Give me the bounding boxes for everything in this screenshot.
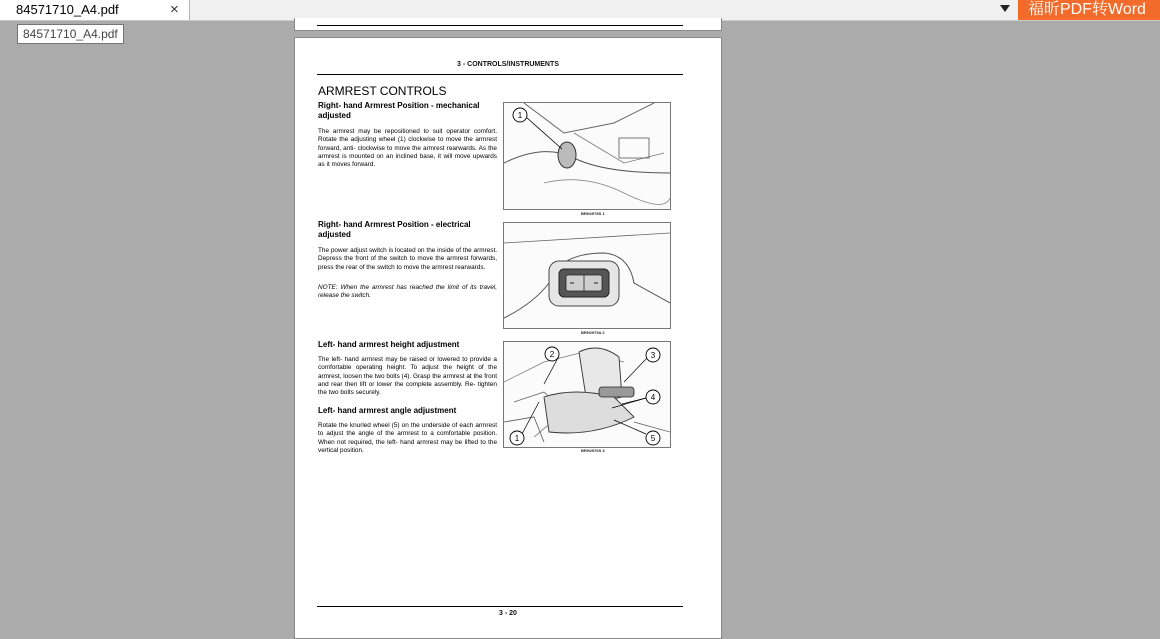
pdf-page xyxy=(294,37,722,639)
section-note: NOTE: When the armrest has reached the limit of its travel, release the switch. xyxy=(318,284,497,300)
dropdown-arrow-icon[interactable] xyxy=(1000,5,1010,12)
callout-1: 1 xyxy=(517,111,523,120)
page-footer-rule xyxy=(317,25,683,26)
running-header: 3 - CONTROLS/INSTRUMENTS xyxy=(457,61,559,68)
section-body: The power adjust switch is located on the inside of the armrest. Depress the front of the switch to move the armrest forwards, press the rear of the switch to move the armrest rearwards. xyxy=(318,247,497,271)
section-body: The armrest may be repositioned to suit operator comfort. Rotate the adjusting wheel (1) clockwise to move the armrest forward, anti- clockwise to move the armrest rearwards. As the armrest is mounted on an inclined base, it will move upwards as it moves forward. xyxy=(318,128,497,169)
figure-armrest-mechanical xyxy=(503,102,671,210)
figure-caption: BRH2978S 1 xyxy=(581,211,605,216)
close-icon[interactable]: × xyxy=(170,1,179,18)
section-heading: Left- hand armrest angle adjustment xyxy=(318,406,457,415)
figure-caption: BRH2976S 3 xyxy=(581,448,605,453)
section-body: The left- hand armrest may be raised or lowered to provide a comfortable operating height. To adjust the height of the armrest, loosen the two bolts (4). Grasp the armrest at the front and rear then lift or lower the complete assembly. Re- tighten the two bolts securely. xyxy=(318,356,497,397)
footer-rule xyxy=(317,606,683,607)
section-body: Rotate the knurled wheel (5) on the underside of each armrest to adjust the angle of the armrest to a comfortable position. When not required, the left- hand armrest may be lifted to the vertical position. xyxy=(318,422,497,454)
header-rule xyxy=(317,74,683,75)
callout-5: 5 xyxy=(650,434,656,443)
brand-banner[interactable]: 福昕PDF转Word xyxy=(1018,0,1160,20)
section-heading: Left- hand armrest height adjustment xyxy=(318,340,460,349)
previous-page xyxy=(294,18,722,31)
tab-tooltip: 84571710_A4.pdf xyxy=(17,24,124,44)
callout-4: 4 xyxy=(650,393,656,402)
figure-seat-armrest xyxy=(503,341,671,448)
callout-1: 1 xyxy=(514,434,520,443)
section-heading: Right- hand Armrest Position - mechanical adjusted xyxy=(318,101,480,120)
tab-title[interactable]: 84571710_A4.pdf xyxy=(16,2,119,17)
page-number: 3 - 20 xyxy=(499,610,517,617)
section-heading: Right- hand Armrest Position - electrical adjusted xyxy=(318,220,471,239)
page-title: ARMREST CONTROLS xyxy=(318,84,447,98)
document-tab[interactable] xyxy=(0,0,190,20)
figure-caption: BRH2979A 2 xyxy=(581,330,605,335)
callout-2: 2 xyxy=(549,350,555,359)
callout-3: 3 xyxy=(650,351,656,360)
figure-armrest-switch xyxy=(503,222,671,329)
